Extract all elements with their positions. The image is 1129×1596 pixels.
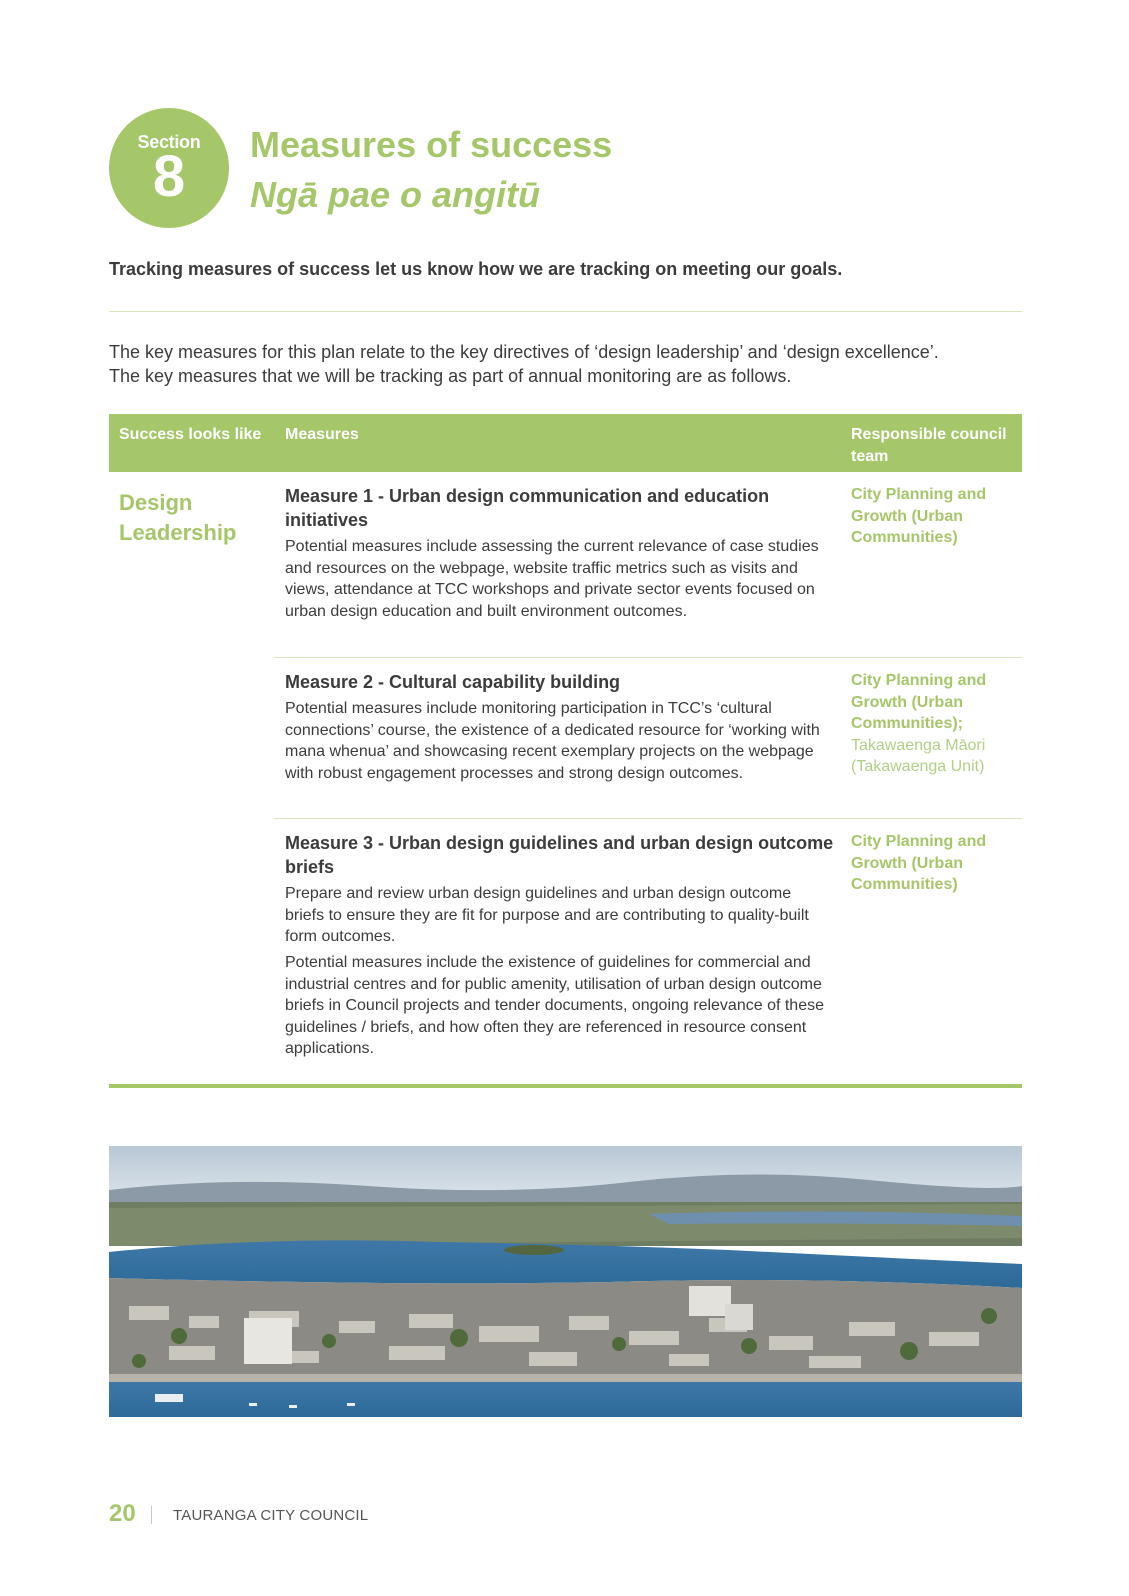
responsible-team-primary: City Planning and Growth (Urban Communities); xyxy=(851,672,987,732)
footer-separator xyxy=(151,1506,152,1524)
measure-description: Prepare and review urban design guidelines and urban design outcome briefs to ensure they are fit for purpose and are contributing to quality-built form outcomes. xyxy=(285,885,809,945)
responsible-team-secondary: Takawaenga Māori (Takawaenga Unit) xyxy=(851,736,986,775)
section-label: Section xyxy=(137,132,201,152)
table-row xyxy=(274,658,1022,819)
table-body xyxy=(109,472,1022,1144)
intro-paragraph xyxy=(109,340,1029,388)
header-measures: Measures xyxy=(285,426,359,443)
measure-description: Potential measures include assessing the current relevance of case studies and resources on the webpage, website traffic metrics such as visits and views, attendance at TCC workshops and private sector events focused on urban design education and built environment outcomes. xyxy=(285,538,819,620)
measure-title: Measure 1 - Urban design communication and education initiatives xyxy=(285,486,770,530)
intro-line-1: The key measures for this plan relate to the key directives of ‘design leadership’ and ‘design excellence’. xyxy=(109,342,939,362)
section-number: 8 xyxy=(152,144,186,209)
responsible-team: City Planning and Growth (Urban Communities) xyxy=(851,486,987,546)
divider xyxy=(109,311,1022,312)
table-bottom-rule xyxy=(109,1084,1022,1088)
success-label: Design Leadership xyxy=(119,490,237,545)
measure-description: Potential measures include monitoring participation in TCC’s ‘cultural connections’ course, the existence of a dedicated resource for ‘working with mana whenua’ and showcasing recent exemplary projects on the webpage with robust engagement processes and strong design outcomes. xyxy=(285,700,820,782)
table-row xyxy=(274,472,1022,658)
header-success: Success looks like xyxy=(119,426,262,443)
section-badge xyxy=(109,108,229,228)
lead-text: Tracking measures of success let us know how we are tracking on meeting our goals. xyxy=(109,259,843,279)
table-header xyxy=(109,414,1022,472)
measures-table xyxy=(109,414,1022,1144)
page-title-maori: Ngā pae o angitū xyxy=(250,174,541,215)
responsible-team: City Planning and Growth (Urban Communities) xyxy=(851,833,987,893)
measure-title: Measure 3 - Urban design guidelines and urban design outcome briefs xyxy=(285,833,834,877)
header-team: Responsible council team xyxy=(851,426,1007,465)
responsible-team xyxy=(851,670,1011,778)
organisation-name: TAURANGA CITY COUNCIL xyxy=(173,1507,369,1524)
measure-title: Measure 2 - Cultural capability building xyxy=(285,672,621,692)
page-number: 20 xyxy=(109,1500,136,1527)
table-row xyxy=(274,819,1022,1081)
page-title: Measures of success xyxy=(250,124,613,165)
aerial-city-harbour-photo xyxy=(109,1146,1022,1417)
intro-line-2: The key measures that we will be tracking as part of annual monitoring are as follows. xyxy=(109,366,792,386)
measure-description-2: Potential measures include the existence of guidelines for commercial and industrial centres and for public amenity, utilisation of urban design outcome briefs in Council projects and tender documents, ongoing relevance of these guidelines / briefs, and how often they are referenced in resource consent applications. xyxy=(285,954,824,1057)
